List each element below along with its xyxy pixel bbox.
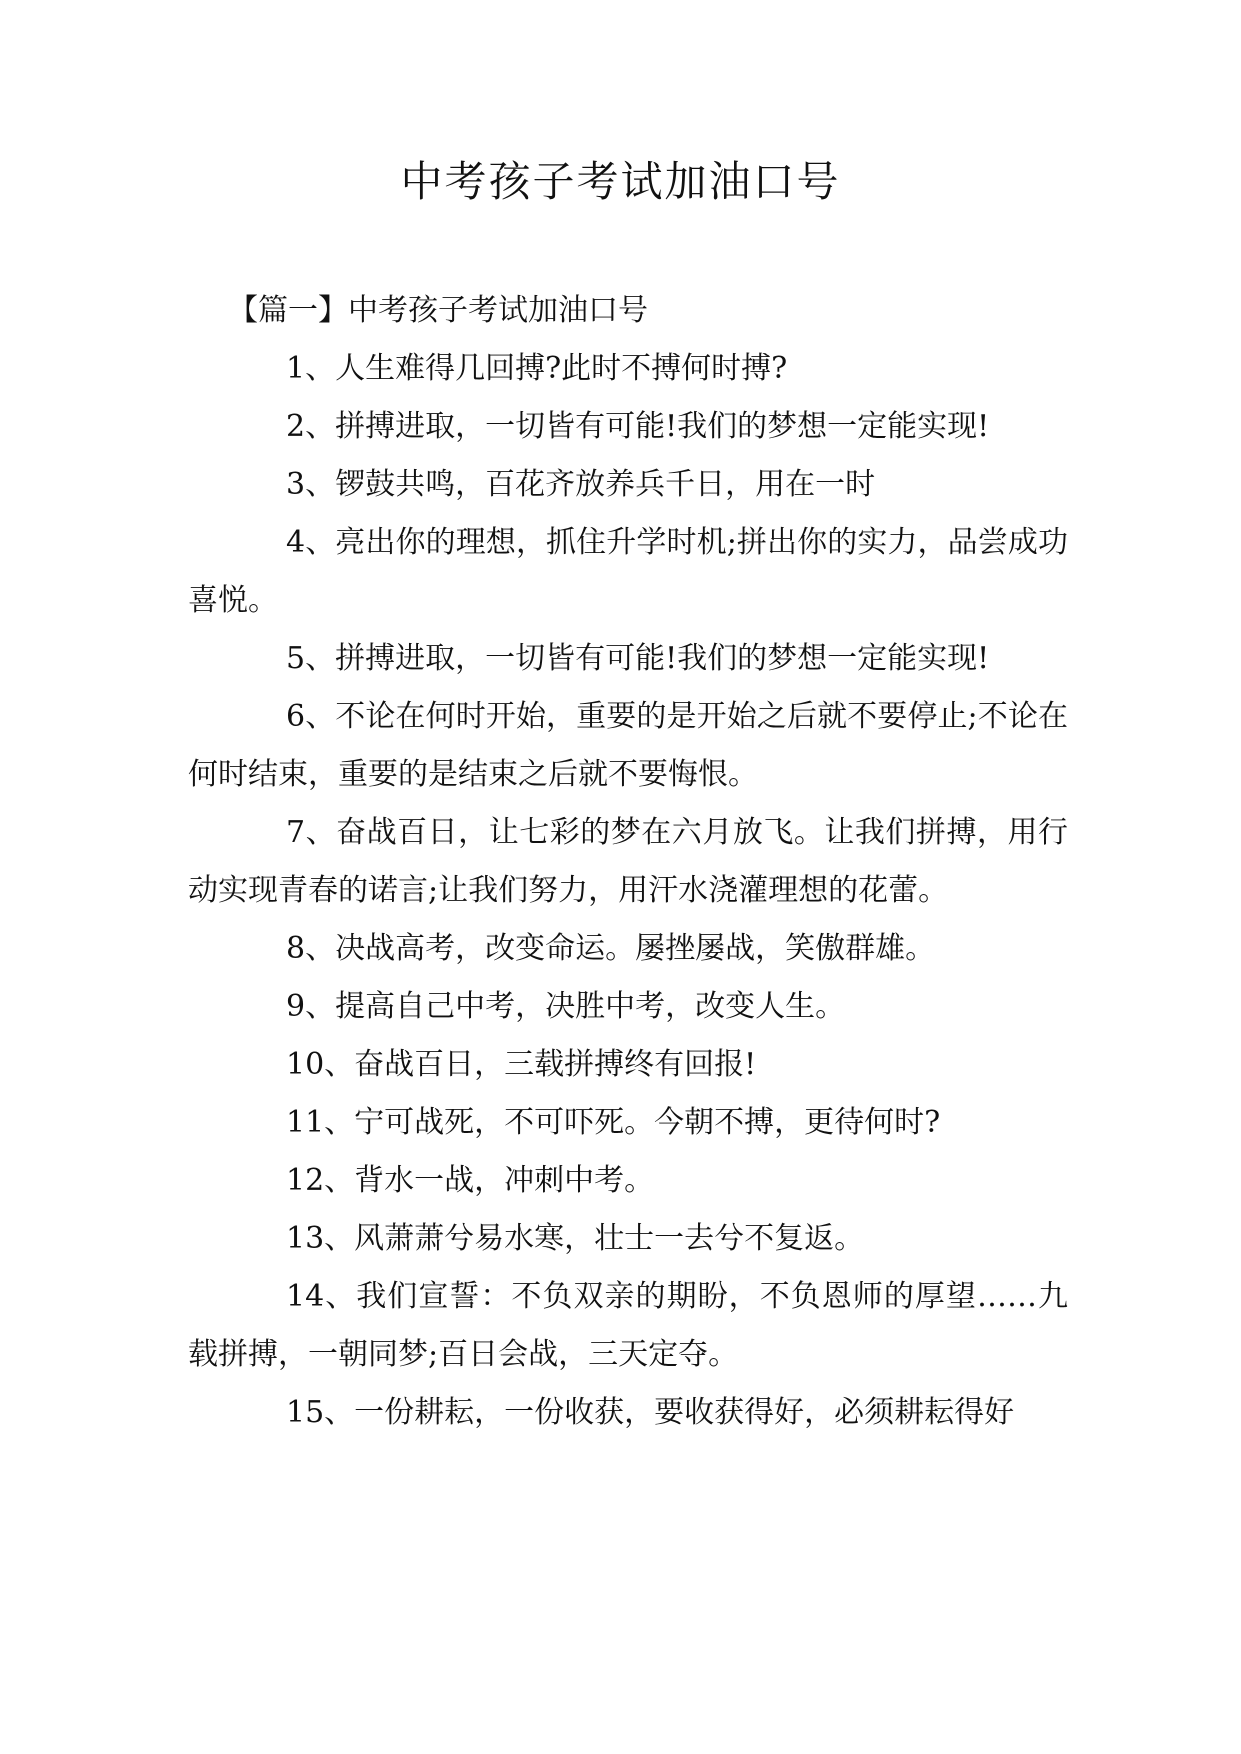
slogan-item-11: 11、宁可战死，不可吓死。今朝不搏，更待何时? xyxy=(286,1105,941,1140)
slogan-item-14: 14、我们宣誓：不负双亲的期盼，不负恩师的厚望……九载拼搏，一朝同梦;百日会战，三天定夺。 xyxy=(188,1279,1068,1372)
document-body xyxy=(188,282,1068,1442)
document-title: 中考孩子考试加油口号 xyxy=(400,157,841,206)
slogan-item-8: 8、决战高考，改变命运。屡挫屡战，笑傲群雄。 xyxy=(286,931,936,966)
slogan-item-9: 9、提高自己中考，决胜中考，改变人生。 xyxy=(286,989,846,1024)
slogan-item-15: 15、一份耕耘，一份收获，要收获得好，必须耕耘得好 xyxy=(286,1395,1015,1430)
slogan-item-12: 12、背水一战，冲刺中考。 xyxy=(286,1163,655,1198)
slogan-item-6: 6、不论在何时开始，重要的是开始之后就不要停止;不论在何时结束，重要的是结束之后就不要悔恨。 xyxy=(188,699,1068,792)
slogan-item-3: 3、锣鼓共鸣，百花齐放养兵千日，用在一时 xyxy=(286,467,876,502)
slogan-item-4: 4、亮出你的理想，抓住升学时机;拼出你的实力，品尝成功喜悦。 xyxy=(188,525,1068,618)
slogan-item-13: 13、风萧萧兮易水寒，壮士一去兮不复返。 xyxy=(286,1221,865,1256)
slogan-item-1: 1、人生难得几回搏?此时不搏何时搏? xyxy=(286,351,788,386)
slogan-item-5: 5、拼搏进取，一切皆有可能!我们的梦想一定能实现! xyxy=(286,641,990,676)
slogan-item-10: 10、奋战百日，三载拼搏终有回报! xyxy=(286,1047,757,1082)
section-heading: 【篇一】中考孩子考试加油口号 xyxy=(228,293,648,328)
slogan-item-2: 2、拼搏进取，一切皆有可能!我们的梦想一定能实现! xyxy=(286,409,990,444)
slogan-item-7: 7、奋战百日，让七彩的梦在六月放飞。让我们拼搏，用行动实现青春的诺言;让我们努力，用汗水浇灌理想的花蕾。 xyxy=(188,815,1068,908)
